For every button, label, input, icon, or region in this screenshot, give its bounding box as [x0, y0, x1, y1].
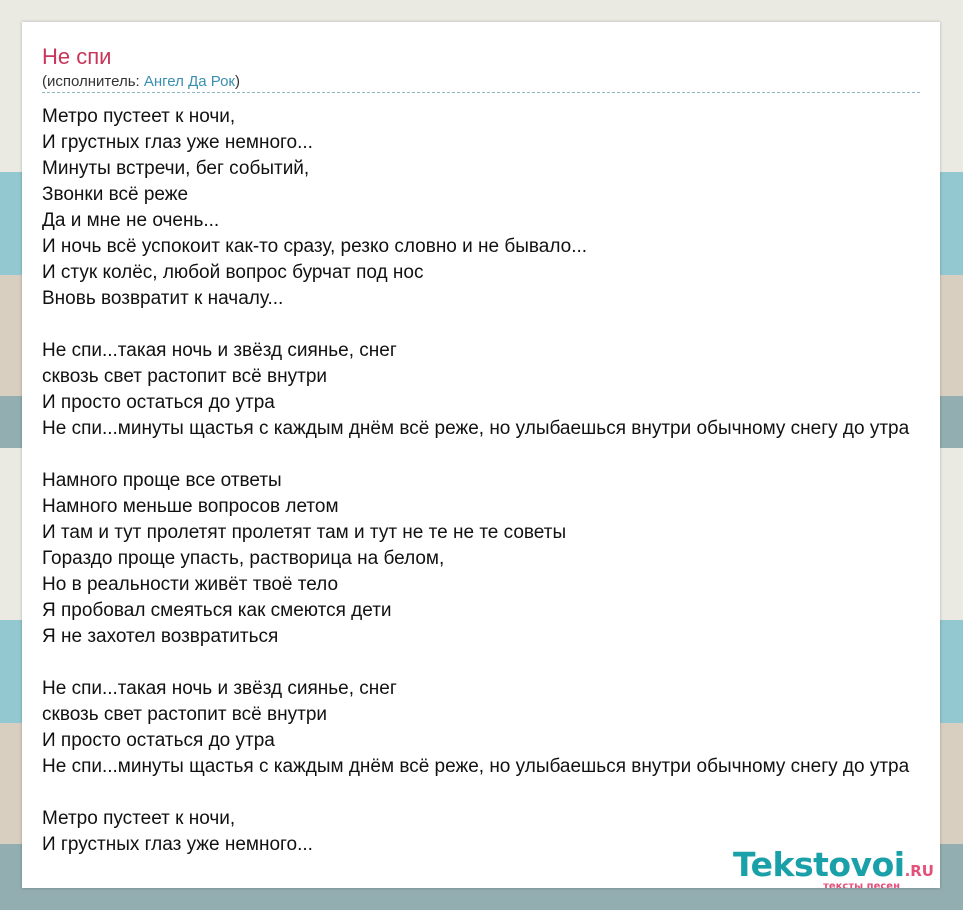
song-title: Не спи — [42, 44, 112, 69]
lyric-line: Метро пустеет к ночи, — [42, 106, 236, 127]
artist-prefix: (исполнитель: — [42, 73, 144, 90]
site-logo[interactable] — [733, 845, 934, 888]
stanza-break — [42, 442, 940, 468]
stanza-break — [42, 780, 940, 806]
lyric-line: Не спи...такая ночь и звёзд сиянье, снег — [42, 678, 397, 699]
lyric-line: Звонки всё реже — [42, 184, 189, 205]
lyric-line: сквозь свет растопит всё внутри — [42, 366, 327, 387]
logo-tagline: тексты песен — [823, 881, 900, 888]
lyrics-card — [22, 22, 940, 888]
lyric-line: Минуты встречи, бег событий, — [42, 158, 310, 179]
lyric-line: И стук колёс, любой вопрос бурчат под нос — [42, 262, 424, 283]
lyric-line: сквозь свет растопит всё внутри — [42, 704, 327, 725]
stanza-break — [42, 650, 940, 676]
artist-line — [42, 73, 920, 93]
lyric-line: Вновь возвратит к началу... — [42, 288, 284, 309]
lyric-line: И грустных глаз уже немного... — [42, 132, 313, 153]
stanza-break — [42, 312, 940, 338]
lyric-line: И там и тут пролетят пролетят там и тут не те не те советы — [42, 522, 567, 543]
lyric-line: Намного проще все ответы — [42, 470, 282, 491]
artist-suffix: ) — [235, 73, 240, 90]
lyric-line: И просто остаться до утра — [42, 392, 275, 413]
logo-wordmark: Tekstovoi — [733, 845, 905, 884]
lyric-line: Намного меньше вопросов летом — [42, 496, 339, 517]
lyric-line: Я пробовал смеяться как смеются дети — [42, 600, 392, 621]
lyric-line: Не спи...минуты щастья с каждым днём всё реже, но улыбаешься внутри обычному снегу до утра — [42, 418, 910, 439]
lyric-line: Да и мне не очень... — [42, 210, 220, 231]
lyric-line: Я не захотел возвратиться — [42, 626, 279, 647]
lyric-line: Не спи...такая ночь и звёзд сиянье, снег — [42, 340, 397, 361]
artist-link[interactable]: Ангел Да Рок — [143, 73, 235, 90]
lyric-line: И ночь всё успокоит как-то сразу, резко словно и не бывало... — [42, 236, 588, 257]
lyric-line: Не спи...минуты щастья с каждым днём всё реже, но улыбаешься внутри обычному снегу до утра — [42, 756, 910, 777]
lyric-line: И просто остаться до утра — [42, 730, 275, 751]
lyric-line: Но в реальности живёт твоё тело — [42, 574, 339, 595]
logo-domain: .RU — [904, 862, 934, 880]
lyric-line: И грустных глаз уже немного... — [42, 834, 313, 855]
lyric-line: Метро пустеет к ночи, — [42, 808, 236, 829]
lyrics-text — [42, 104, 940, 858]
lyric-line: Гораздо проще упасть, растворица на белом, — [42, 548, 445, 569]
